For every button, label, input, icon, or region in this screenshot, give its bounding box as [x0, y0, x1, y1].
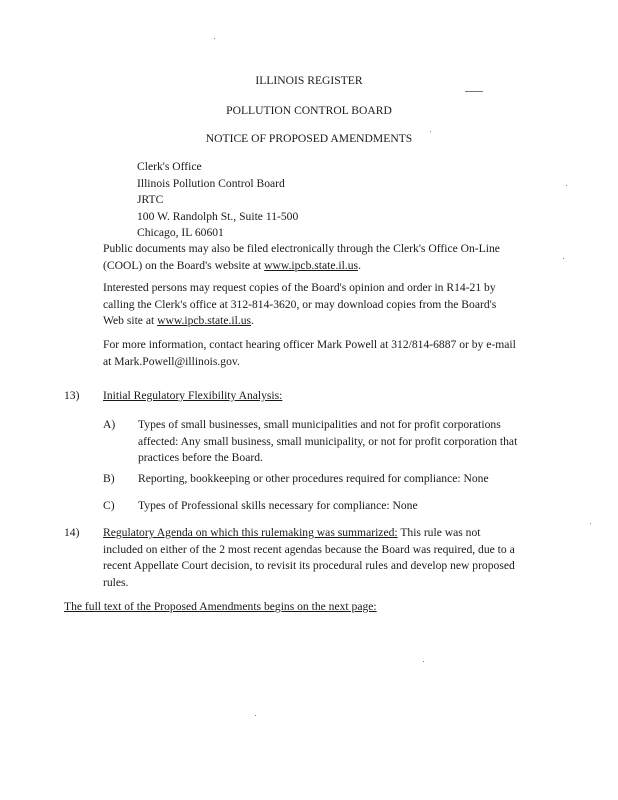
paragraph-line: calling the Clerk's office at 312-814-3620, or may download copies from the Board's: [103, 297, 497, 311]
section-14-number: 14): [64, 526, 80, 539]
address-line: Clerk's Office: [137, 160, 202, 173]
item-line: Types of Professional skills necessary for compliance: None: [138, 499, 418, 512]
board-website-link[interactable]: www.ipcb.state.il.us: [157, 314, 252, 327]
register-title: ILLINOIS REGISTER: [255, 74, 363, 87]
item-c-text: [138, 498, 418, 515]
paragraph-line: [103, 258, 500, 275]
paragraph-line: Public documents may also be filed electronically through the Clerk's Office On-Line: [103, 242, 500, 255]
address-line: Chicago, IL 60601: [137, 226, 224, 239]
full-text-notice: The full text of the Proposed Amendments begins on the next page:: [64, 600, 377, 613]
item-line: Types of small businesses, small municipalities and not for profit corporations: [138, 418, 501, 431]
item-a-text: [138, 417, 517, 467]
paragraph-text: (COOL) on the Board's website at: [103, 258, 265, 272]
item-line: Reporting, bookkeeping or other procedures required for compliance: None: [138, 472, 489, 485]
clerk-address: [137, 159, 298, 242]
scan-speck: [563, 258, 564, 259]
item-b-text: [138, 471, 489, 488]
paragraph-text: .: [358, 258, 361, 272]
paragraph-line: Interested persons may request copies of the Board's opinion and order in R14-21 by: [103, 281, 496, 294]
copies-paragraph: [103, 280, 496, 330]
scan-speck: [590, 523, 591, 524]
section-14-title: Regulatory Agenda on which this rulemaking was summarized:: [103, 526, 398, 539]
cool-paragraph: [103, 241, 500, 274]
paragraph-line: [103, 313, 496, 330]
section-14-text: [103, 525, 515, 591]
address-line: JRTC: [137, 193, 164, 206]
scan-speck: [423, 661, 424, 662]
scan-speck: [255, 715, 256, 716]
item-c-label: C): [103, 499, 115, 512]
notice-title: NOTICE OF PROPOSED AMENDMENTS: [205, 132, 413, 145]
section-line: [103, 525, 515, 542]
board-title: POLLUTION CONTROL BOARD: [226, 104, 392, 117]
section-line: rules.: [103, 575, 129, 589]
section-13-title: Initial Regulatory Flexibility Analysis:: [103, 389, 283, 402]
item-line: practices before the Board.: [138, 451, 263, 464]
paragraph-text: Web site at: [103, 314, 158, 327]
address-line: Illinois Pollution Control Board: [137, 176, 285, 190]
board-website-link[interactable]: www.ipcb.state.il.us: [264, 258, 359, 272]
scan-speck: [566, 185, 567, 186]
paragraph-line: For more information, contact hearing officer Mark Powell at 312/814-6887 or by e-mail: [103, 338, 516, 351]
paragraph-line: at Mark.Powell@illinois.gov.: [103, 354, 240, 368]
paragraph-text: .: [251, 314, 254, 327]
scan-speck: [465, 91, 483, 92]
section-13-number: 13): [64, 389, 80, 402]
address-line: 100 W. Randolph St., Suite 11-500: [137, 209, 299, 223]
contact-paragraph: [103, 337, 516, 370]
item-b-label: B): [103, 472, 115, 485]
section-text: This rule was not: [397, 526, 481, 539]
scan-speck: [214, 38, 215, 39]
item-line: affected: Any small business, small municipality, or not for profit corporation that: [138, 434, 518, 448]
item-a-label: A): [103, 418, 116, 431]
section-line: included on either of the 2 most recent agendas because the Board was required, due to a: [103, 542, 515, 556]
section-line: recent Appellate Court decision, to revisit its procedural rules and develop new proposed: [103, 559, 515, 572]
